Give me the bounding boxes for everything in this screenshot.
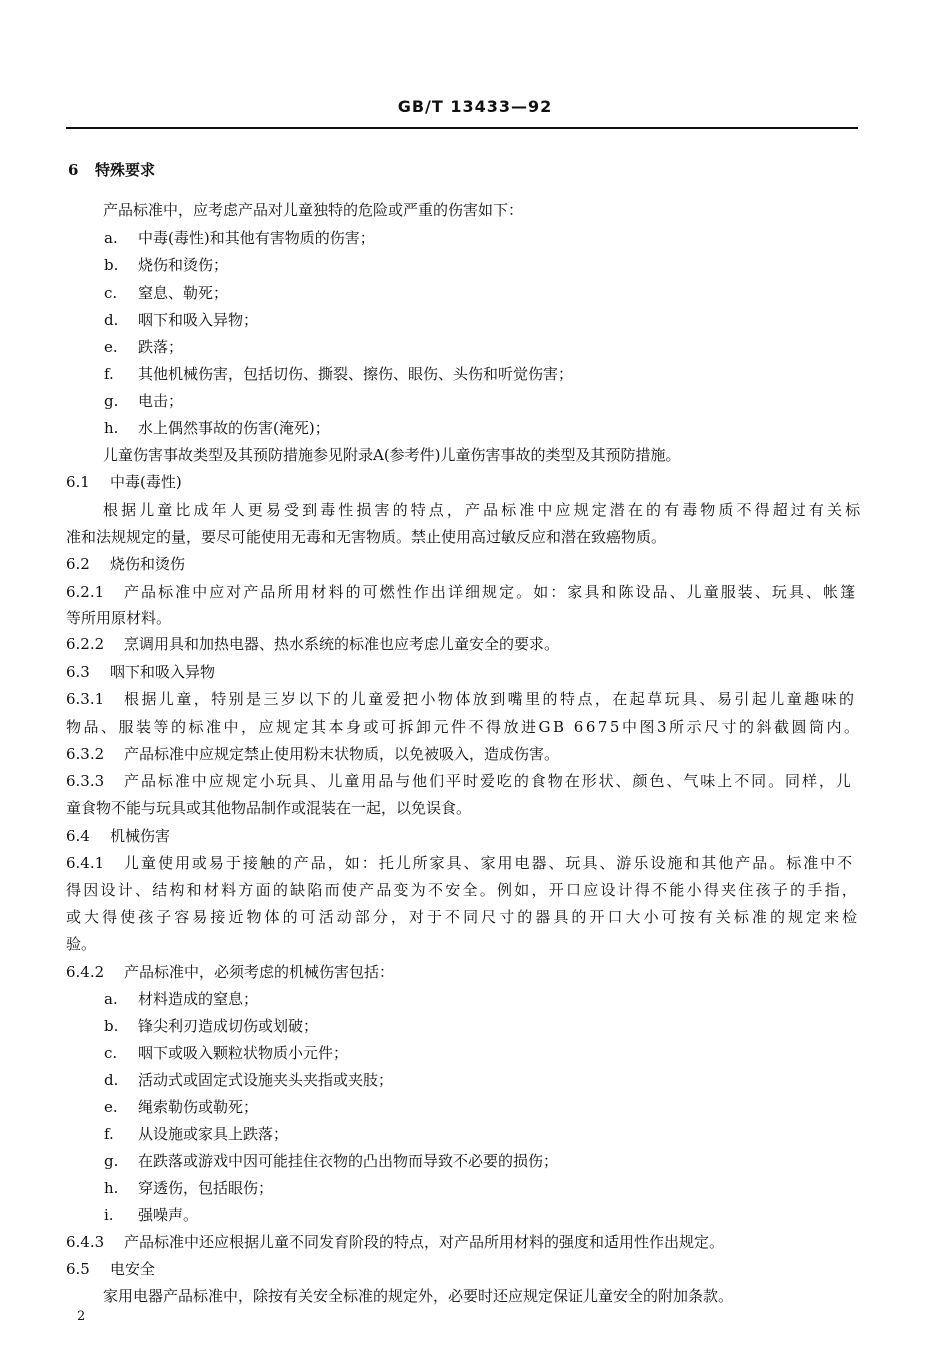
clause-number: 6.4 xyxy=(66,827,90,845)
clause-text: 特殊要求 xyxy=(95,161,156,179)
clause-text: 童食物不能与玩具或其他物品制作或混装在一起，以免误食。 xyxy=(66,799,472,817)
clause-number: e. xyxy=(104,338,118,356)
clause-text: 产品标准中应规定禁止使用粉末状物质，以免被吸入，造成伤害。 xyxy=(124,745,560,763)
clause-text: 咽下和吸入异物； xyxy=(138,311,259,329)
clause-text: 中毒(毒性) xyxy=(110,473,182,491)
clause-number: h. xyxy=(104,1179,119,1197)
clause-text: 验。 xyxy=(66,935,97,953)
clause-text: 机械伤害 xyxy=(110,827,171,845)
clause-text: 中毒(毒性)和其他有害物质的伤害； xyxy=(138,229,375,247)
clause-text: 根据儿童，特别是三岁以下的儿童爱把小物体放到嘴里的特点，在起草玩具、易引起儿童趣味的 xyxy=(124,690,857,708)
clause-number: d. xyxy=(104,1071,119,1089)
clause-number: g. xyxy=(104,1152,119,1170)
clause-number: d. xyxy=(104,311,119,329)
page-number: 2 xyxy=(77,1309,86,1324)
clause-text: 产品标准中应规定小玩具、儿童用品与他们平时爱吃的食物在形状、颜色、气味上不同。同样，儿 xyxy=(124,772,853,790)
clause-text: 准和法规规定的量，要尽可能使用无毒和无害物质。禁止使用高过敏反应和潜在致癌物质。 xyxy=(66,528,667,546)
clause-text: 得因设计、结构和材料方面的缺陷而使产品变为不安全。例如，开口应设计得不能小得夹住孩子的手指， xyxy=(66,881,860,899)
clause-text: 绳索勒伤或勒死； xyxy=(138,1098,259,1116)
clause-number: 6.4.1 xyxy=(66,854,105,872)
clause-number: 6.2.1 xyxy=(66,583,105,601)
clause-text: 儿童使用或易于接触的产品，如：托儿所家具、家用电器、玩具、游乐设施和其他产品。标准中不 xyxy=(124,854,855,872)
clause-number: e. xyxy=(104,1098,118,1116)
clause-text: 穿透伤，包括眼伤； xyxy=(138,1179,274,1197)
clause-number: 6.2 xyxy=(66,555,90,573)
clause-number: g. xyxy=(104,392,119,410)
clause-text: 其他机械伤害，包括切伤、撕裂、擦伤、眼伤、头伤和听觉伤害； xyxy=(138,365,574,383)
clause-number: a. xyxy=(104,990,118,1008)
clause-text: 锋尖利刃造成切伤或划破； xyxy=(138,1017,319,1035)
clause-text: 等所用原材料。 xyxy=(66,609,172,627)
clause-text: 从设施或家具上跌落； xyxy=(138,1125,289,1143)
clause-text: 产品标准中，应考虑产品对儿童独特的危险或严重的伤害如下： xyxy=(103,201,524,219)
clause-text: 电安全 xyxy=(110,1260,156,1278)
clause-text: 水上偶然事故的伤害(淹死)； xyxy=(138,419,330,437)
clause-text: 产品标准中，必须考虑的机械伤害包括： xyxy=(124,963,395,981)
clause-number: 6.3 xyxy=(66,663,90,681)
document-header-title: GB/T 13433—92 xyxy=(397,97,553,116)
clause-text: 烧伤和烫伤； xyxy=(138,256,229,274)
clause-number: 6 xyxy=(68,161,79,179)
clause-text: 烧伤和烫伤 xyxy=(110,555,186,573)
clause-number: 6.4.2 xyxy=(66,963,105,981)
clause-number: b. xyxy=(104,256,119,274)
clause-text: 烹调用具和加热电器、热水系统的标准也应考虑儿童安全的要求。 xyxy=(124,635,560,653)
clause-number: b. xyxy=(104,1017,119,1035)
clause-number: f. xyxy=(104,1125,114,1143)
clause-text: 或大得使孩子容易接近物体的可活动部分，对于不同尺寸的器具的开口大小可按有关标准的规定来检 xyxy=(66,908,861,926)
clause-text: 在跌落或游戏中因可能挂住衣物的凸出物而导致不必要的损伤； xyxy=(138,1152,559,1170)
clause-number: f. xyxy=(104,365,114,383)
clause-number: a. xyxy=(104,229,118,247)
clause-number: 6.3.2 xyxy=(66,745,105,763)
clause-number: 6.4.3 xyxy=(66,1233,105,1251)
clause-number: 6.3.1 xyxy=(66,690,105,708)
clause-text: 产品标准中应对产品所用材料的可燃性作出详细规定。如：家具和陈设品、儿童服装、玩具、帐篷 xyxy=(124,583,858,601)
clause-number: c. xyxy=(104,1044,118,1062)
clause-number: h. xyxy=(104,419,119,437)
clause-text: 儿童伤害事故类型及其预防措施参见附录A(参考件)儿童伤害事故的类型及其预防措施。 xyxy=(103,446,681,464)
clause-number: 6.1 xyxy=(66,473,90,491)
clause-text: 根据儿童比成年人更易受到毒性损害的特点，产品标准中应规定潜在的有毒物质不得超过有关标 xyxy=(103,501,864,519)
clause-number: i. xyxy=(104,1206,114,1224)
clause-number: c. xyxy=(104,284,118,302)
clause-number: 6.3.3 xyxy=(66,772,105,790)
clause-text: 咽下和吸入异物 xyxy=(110,663,216,681)
clause-text: 物品、服装等的标准中，应规定其本身或可拆卸元件不得放进GB 6675中图3所示尺寸的斜截圆筒内。 xyxy=(66,718,862,736)
clause-text: 活动式或固定式设施夹头夹指或夹肢； xyxy=(138,1071,394,1089)
clause-text: 强噪声。 xyxy=(138,1206,199,1224)
clause-number: 6.5 xyxy=(66,1260,90,1278)
clause-text: 家用电器产品标准中，除按有关安全标准的规定外，必要时还应规定保证儿童安全的附加条款。 xyxy=(103,1287,734,1305)
clause-text: 电击； xyxy=(138,392,184,410)
clause-text: 跌落； xyxy=(138,338,184,356)
clause-text: 材料造成的窒息； xyxy=(138,990,259,1008)
clause-text: 窒息、勒死； xyxy=(138,284,229,302)
clause-text: 咽下或吸入颗粒状物质小元件； xyxy=(138,1044,349,1062)
clause-text: 产品标准中还应根据儿童不同发育阶段的特点，对产品所用材料的强度和适用性作出规定。 xyxy=(124,1233,725,1251)
clause-number: 6.2.2 xyxy=(66,635,105,653)
